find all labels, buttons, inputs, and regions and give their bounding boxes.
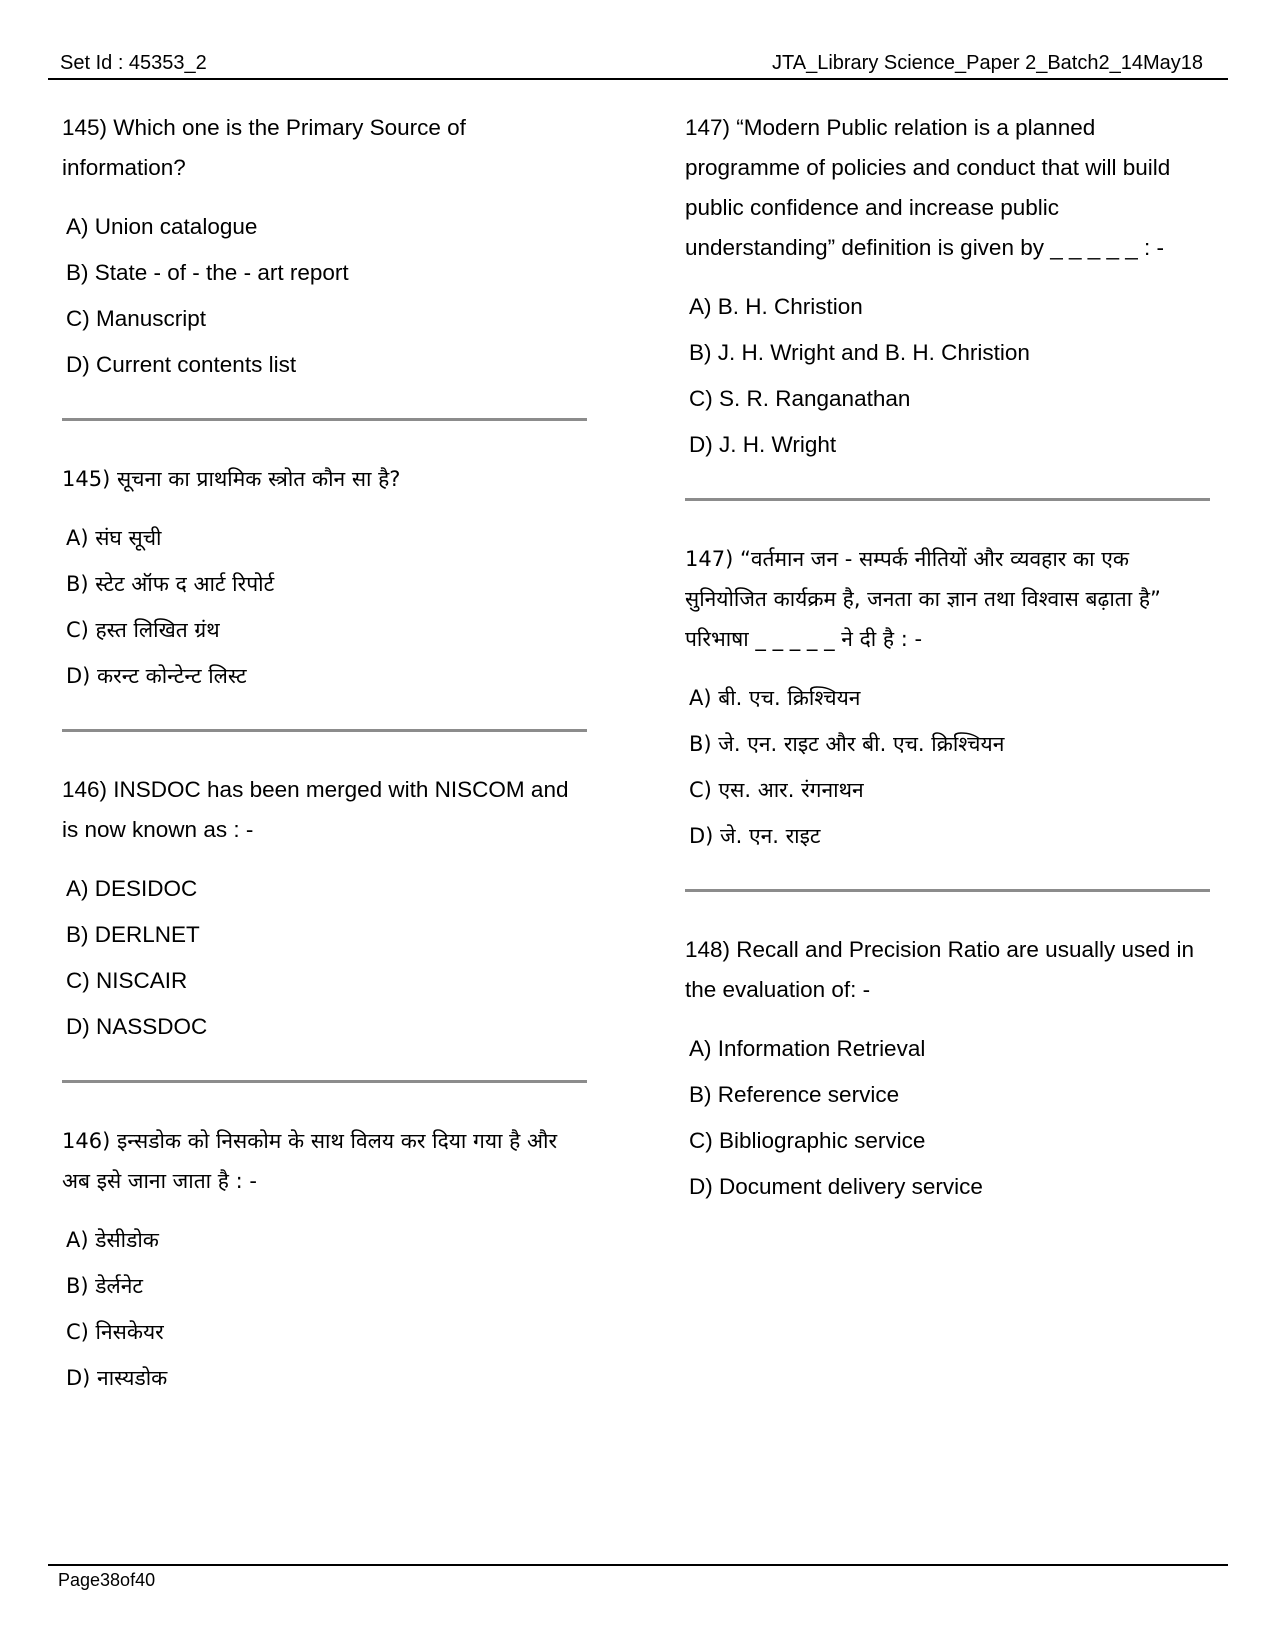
question-block xyxy=(685,108,1210,460)
option-list xyxy=(62,523,587,691)
option-list xyxy=(685,683,1210,851)
option-c: C) Bibliographic service xyxy=(689,1128,926,1153)
question-block xyxy=(685,930,1210,1202)
option-d: D) जे. एन. राइट xyxy=(689,824,821,848)
question-block xyxy=(62,1121,587,1393)
option-list xyxy=(62,212,587,380)
option-list xyxy=(685,1034,1210,1202)
option-c: C) S. R. Ranganathan xyxy=(689,386,911,411)
option-c: C) Manuscript xyxy=(66,306,207,331)
set-id: Set Id : 45353_2 xyxy=(60,52,207,74)
option-list xyxy=(62,1225,587,1393)
option-d: D) Current contents list xyxy=(66,352,297,377)
option-list xyxy=(685,292,1210,460)
question-text: 147) “Modern Public relation is a planned programme of policies and conduct that will build public confidence and increase public understanding” definition is given by _ _ _ _ _ : - xyxy=(685,115,1171,260)
left-column xyxy=(62,108,587,1409)
question-text: 146) INSDOC has been merged with NISCOM and is now known as : - xyxy=(62,777,569,842)
option-d: D) NASSDOC xyxy=(66,1014,208,1039)
footer-divider xyxy=(48,1564,1228,1566)
question-text: 145) Which one is the Primary Source of information? xyxy=(62,115,466,180)
question-divider xyxy=(62,418,587,421)
option-a: A) संघ सूची xyxy=(66,526,162,550)
paper-id: JTA_Library Science_Paper 2_Batch2_14May18 xyxy=(772,52,1203,74)
option-a: A) Information Retrieval xyxy=(689,1036,926,1061)
option-a: A) डेसीडोक xyxy=(66,1228,159,1252)
question-divider xyxy=(685,498,1210,501)
option-b: B) J. H. Wright and B. H. Christion xyxy=(689,340,1030,365)
option-d: D) नास्यडोक xyxy=(66,1366,168,1390)
header-divider xyxy=(48,78,1228,80)
option-d: D) Document delivery service xyxy=(689,1174,983,1199)
option-c: C) NISCAIR xyxy=(66,968,188,993)
question-block xyxy=(62,459,587,691)
page-header xyxy=(58,50,1215,78)
option-b: B) Reference service xyxy=(689,1082,900,1107)
question-text: 146) इन्सडोक को निसकोम के साथ विलय कर दिया गया है और अब इसे जाना जाता है : - xyxy=(62,1129,558,1193)
right-column xyxy=(685,108,1210,1218)
question-text: 147) “वर्तमान जन - सम्पर्क नीतियों और व्यवहार का एक सुनियोजित कार्यक्रम है, जनता का ज्ञान तथा विश्वास बढ़ाता है” परिभाषा _ _ _ _ _ ने दी है : - xyxy=(685,547,1161,651)
question-block xyxy=(685,539,1210,851)
option-b: B) स्टेट ऑफ द आर्ट रिपोर्ट xyxy=(66,572,275,596)
option-a: A) बी. एच. क्रिश्चियन xyxy=(689,686,861,710)
question-text: 148) Recall and Precision Ratio are usually used in the evaluation of: - xyxy=(685,937,1195,1002)
option-a: A) B. H. Christion xyxy=(689,294,863,319)
page-number: Page38of40 xyxy=(58,1570,156,1590)
question-block xyxy=(62,108,587,380)
option-b: B) DERLNET xyxy=(66,922,200,947)
option-b: B) डेर्लनेट xyxy=(66,1274,143,1298)
option-c: C) निसकेयर xyxy=(66,1320,164,1344)
option-list xyxy=(62,874,587,1042)
question-divider xyxy=(685,889,1210,892)
option-b: B) जे. एन. राइट और बी. एच. क्रिश्चियन xyxy=(689,732,1005,756)
option-c: C) हस्त लिखित ग्रंथ xyxy=(66,618,220,642)
question-divider xyxy=(62,1080,587,1083)
option-d: D) J. H. Wright xyxy=(689,432,837,457)
question-divider xyxy=(62,729,587,732)
option-c: C) एस. आर. रंगनाथन xyxy=(689,778,864,802)
question-text: 145) सूचना का प्राथमिक स्त्रोत कौन सा है? xyxy=(62,467,401,491)
option-d: D) करन्ट कोन्टेन्ट लिस्ट xyxy=(66,664,247,688)
question-block xyxy=(62,770,587,1042)
option-a: A) DESIDOC xyxy=(66,876,198,901)
option-a: A) Union catalogue xyxy=(66,214,258,239)
option-b: B) State - of - the - art report xyxy=(66,260,349,285)
